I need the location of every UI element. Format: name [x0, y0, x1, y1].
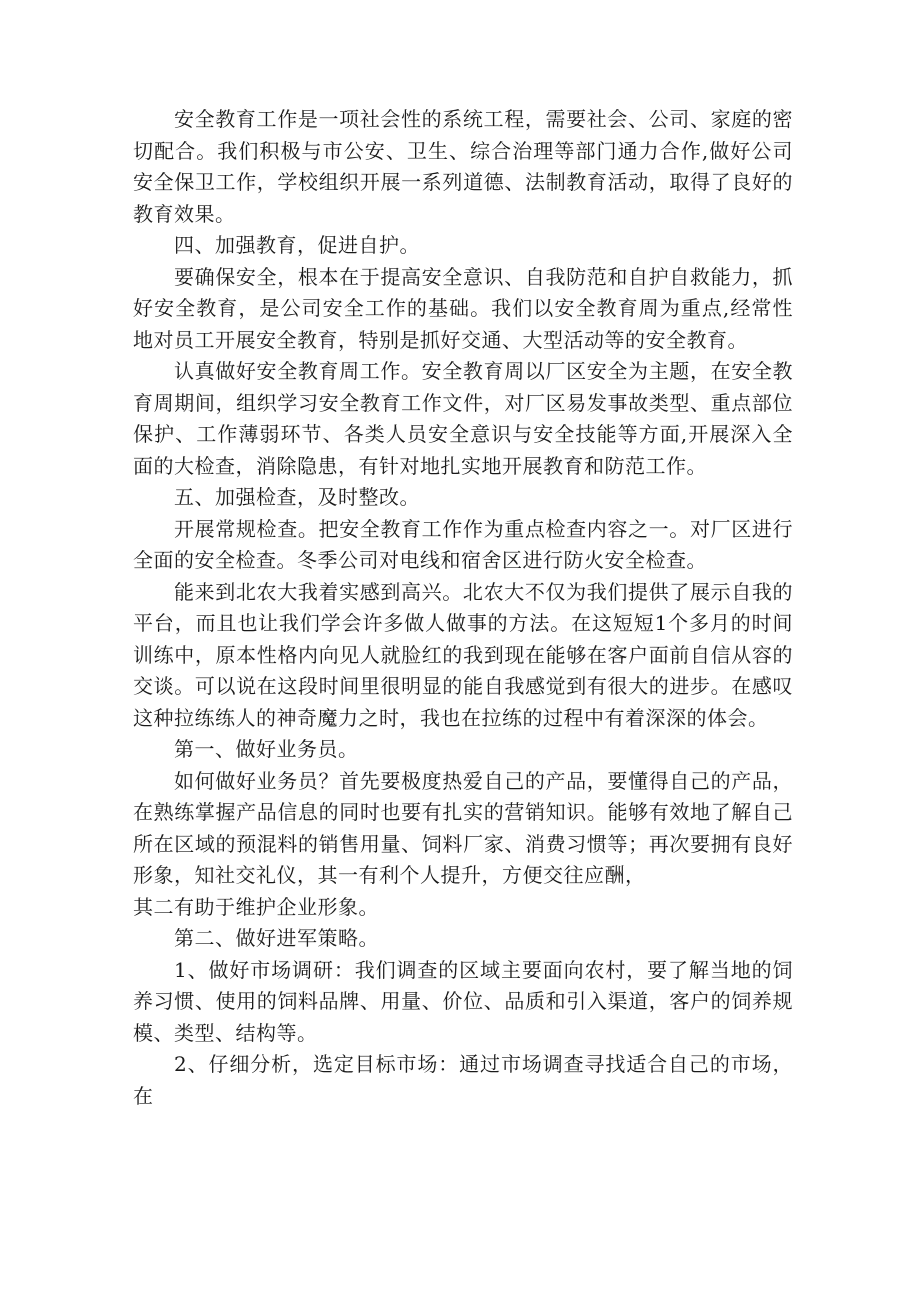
- section-heading: 五、加强检查，及时整改。: [174, 485, 420, 509]
- section-heading: 四、加强教育，促进自护。: [174, 233, 420, 257]
- paragraph: 如何做好业务员？首先要极度热爱自己的产品，要懂得自己的产品，在熟练掌握产品信息的同时也要有扎实的营销知识。能够有效地了解自己所在区域的预混料的销售用量、饲料厂家、消费习惯等；再次要拥有良好形象，知社交礼仪，其一有利个人提升，方便交往应酬，: [133, 768, 793, 887]
- paragraph: 安全教育工作是一项社会性的系统工程，需要社会、公司、家庭的密切配合。我们积极与市公安、卫生、综合治理等部门通力合作,做好公司安全保卫工作，学校组织开展一系列道德、法制教育活动，取得了良好的教育效果。: [133, 107, 793, 226]
- list-item: 1、做好市场调研：我们调查的区域主要面向农村，要了解当地的饲养习惯、使用的饲料品牌、用量、价位、品质和引入渠道，客户的饲养规模、类型、结构等。: [133, 957, 793, 1045]
- paragraph: 能来到北农大我着实感到高兴。北农大不仅为我们提供了展示自我的平台，而且也让我们学会许多做人做事的方法。在这短短1个多月的时间训练中，原本性格内向见人就脸红的我到现在能够在客户面前自信从容的交谈。可以说在这段时间里很明显的能自我感觉到有很大的进步。在感叹这种拉练练人的神奇魔力之时，我也在拉练的过程中有着深深的体会。: [133, 579, 793, 730]
- paragraph: 开展常规检查。把安全教育工作作为重点检查内容之一。对厂区进行全面的安全检查。冬季公司对电线和宿舍区进行防火安全检查。: [133, 516, 793, 572]
- paragraph: 要确保安全，根本在于提高安全意识、自我防范和自护自救能力，抓好安全教育，是公司安全工作的基础。我们以安全教育周为重点,经常性地对员工开展安全教育，特别是抓好交通、大型活动等的安全教育。: [133, 264, 793, 352]
- section-heading: 第一、做好业务员。: [174, 737, 359, 761]
- paragraph-continuation: 其二有助于维护企业形象。: [133, 894, 379, 919]
- document-body: [133, 104, 793, 1112]
- section-heading: 第二、做好进军策略。: [174, 926, 379, 950]
- paragraph: 认真做好安全教育周工作。安全教育周以厂区安全为主题，在安全教育周期间，组织学习安全教育工作文件，对厂区易发事故类型、重点部位保护、工作薄弱环节、各类人员安全意识与安全技能等方面,开展深入全面的大检查，消除隐患，有针对地扎实地开展教育和防范工作。: [133, 359, 793, 478]
- list-item: 2、仔细分析，选定目标市场：通过市场调查寻找适合自己的市场，在: [133, 1052, 793, 1108]
